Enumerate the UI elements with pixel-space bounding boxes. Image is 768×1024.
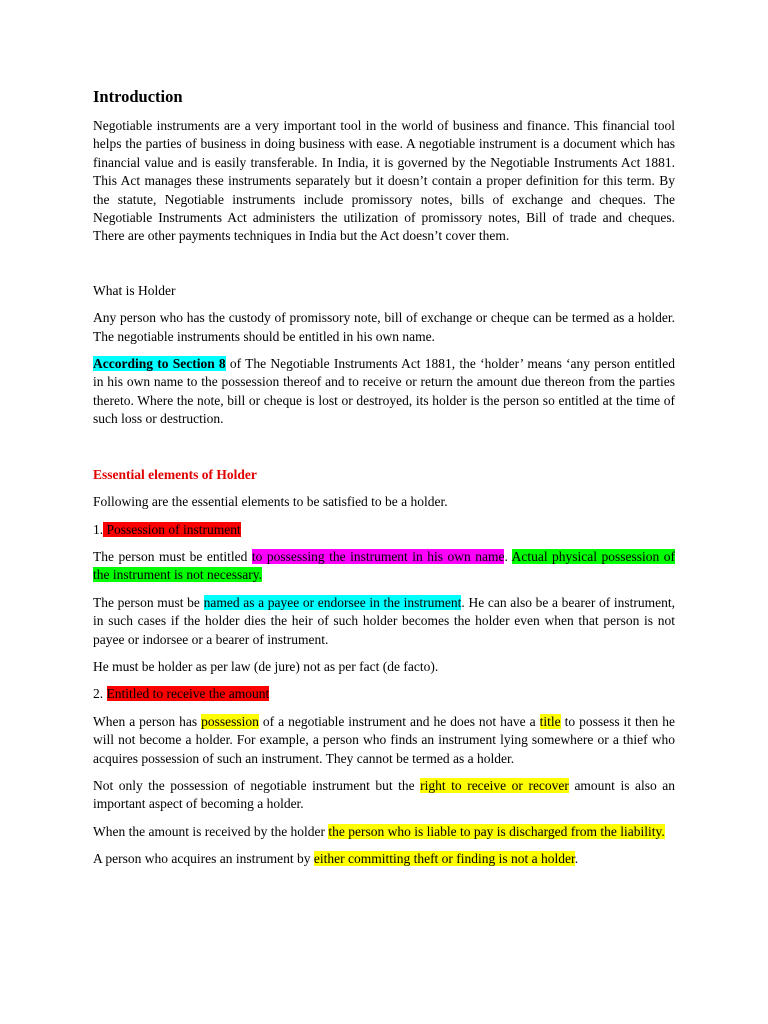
section8-text: of The Negotiable Instruments Act 1881, the ‘holder’ means ‘any person entitled in his own name to the possession thereof and to receive or return the amount due thereon from the parties thereto. Where the note, bill or cheque is lost or destroyed, its holder is the person so entitled at the time of such loss or destruction.: [93, 356, 675, 427]
p4-e: to possess it then he will not become a holder. For example, a person who finds an instrument lying somewhere or a thief who acquires possession of such an instrument. They cannot be termed as a holder.: [93, 713, 676, 766]
intro-paragraph: Negotiable instruments are a very important tool in the world of business and finance. This financial tool helps the parties of business in doing business with ease. A negotiable instrument is a document which has financial value and is easily transferable. In India, it is governed by the Negotiable Instruments Act 1881. This Act manages these instruments separately but it doesn’t contain a proper definition for this term. By the statute, Negotiable instruments include promissory notes, bills of exchange and cheques. The Negotiable Instruments Act administers the utilization of promissory notes, Bill of trade and cheques. There are other payments techniques in India but the Act doesn’t cover them.: [93, 118, 675, 244]
p5-c: amount is also an important aspect of becoming a holder.: [93, 777, 675, 812]
item1-heading: [93, 521, 675, 539]
p7-highlight: either committing theft or finding is not a holder: [313, 851, 575, 867]
p4-highlight-possession: possession: [201, 713, 259, 729]
p6-a: When the amount is received by the holder: [93, 823, 329, 839]
section8-highlight: According to Section 8: [93, 356, 226, 372]
holder-heading: What is Holder: [93, 282, 176, 298]
item1-number: 1.: [93, 521, 104, 537]
p5-highlight: right to receive or recover: [420, 777, 569, 793]
p3-paragraph: He must be holder as per law (de jure) not as per fact (de facto).: [93, 658, 439, 674]
p1-a: The person must be entitled: [93, 548, 252, 564]
p7-paragraph: [93, 850, 675, 868]
p2-paragraph: [93, 594, 675, 649]
p1-highlight-magenta: to possessing the instrument in his own name: [251, 548, 505, 564]
p1-paragraph: [93, 548, 675, 585]
p4-a: When a person has: [93, 713, 202, 729]
essential-heading: Essential elements of Holder: [93, 466, 257, 482]
p4-highlight-title: title: [539, 713, 561, 729]
p7-c: .: [574, 851, 579, 867]
holder-definition-text: Any person who has the custody of promissory note, bill of exchange or cheque can be termed as a holder. The negotiable instruments should be entitled in his own name.: [93, 310, 675, 344]
p2-highlight-cyan: named as a payee or endorsee in the instrument: [203, 594, 462, 610]
p2-c: . He can also be a bearer of instrument, in such cases if the holder dies the heir of such holder becomes the holder even when that person is not payee or indorsee or a bearer of instrument.: [93, 594, 676, 647]
p4-c: of a negotiable instrument and he does not have a: [258, 713, 540, 729]
page-title: Introduction: [93, 87, 183, 106]
p5-paragraph: [93, 777, 675, 814]
p6-paragraph: [93, 823, 675, 841]
p6-highlight: the person who is liable to pay is discharged from the liability.: [328, 823, 665, 839]
document-page: [93, 86, 675, 869]
item1-label: Possession of instrument: [103, 521, 241, 537]
section8-paragraph: [93, 355, 675, 429]
essential-intro: Following are the essential elements to be satisfied to be a holder.: [93, 494, 448, 510]
holder-definition: [93, 309, 675, 346]
p7-a: A person who acquires an instrument by: [93, 851, 314, 867]
p5-a: Not only the possession of negotiable instrument but the: [93, 777, 421, 793]
p1-c: .: [504, 548, 512, 564]
item2-heading: [93, 685, 675, 703]
p4-paragraph: [93, 713, 675, 768]
p1-highlight-green: Actual physical possession of the instrument is not necessary.: [93, 548, 676, 583]
p2-a: The person must be: [93, 594, 204, 610]
item2-label: Entitled to receive the amount: [106, 686, 270, 702]
item2-number: 2.: [93, 686, 107, 702]
